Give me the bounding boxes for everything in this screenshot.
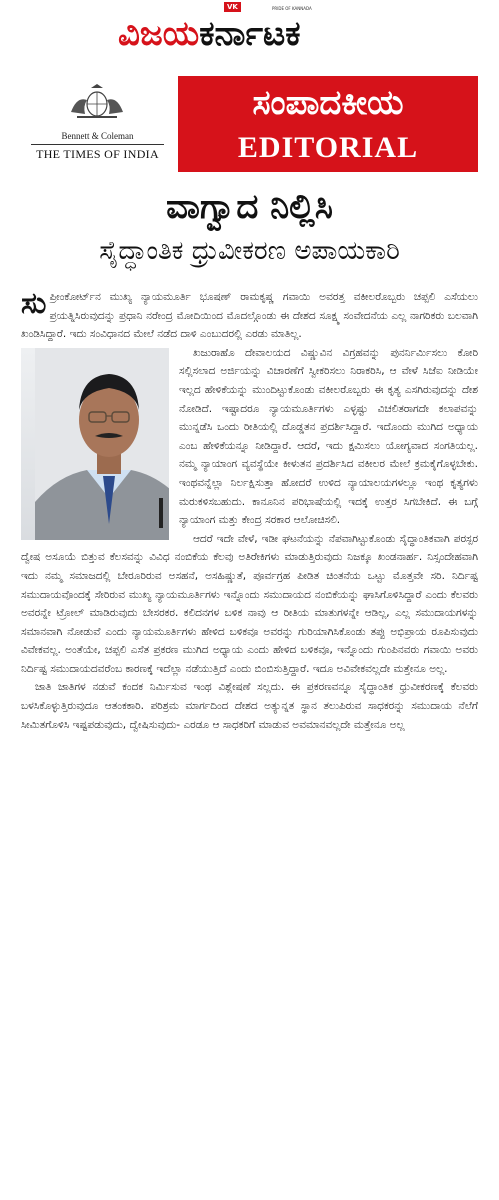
editorial-box (178, 76, 478, 172)
paragraph-2-text: ಖಜುರಾಹೊ ದೇವಾಲಯದ ವಿಷ್ಣುವಿನ ವಿಗ್ರಹವನ್ನು ಪುನರ್ನಿರ್ಮಿಸಲು ಕೋರಿ ಸಲ್ಲಿಸಲಾದ ಅರ್ಜಿಯನ್ನು ವಿಚಾರಣೆಗೆ ಸ್ವೀಕರಿಸಲು ನಿರಾಕರಿಸಿ, ಆ ವೇಳೆ ಸಿಜೆಐ ನೀಡಿಯೇ ಇಲ್ಲದ ಹೇಳಿಕೆಯನ್ನು ಮುಂದಿಟ್ಟುಕೊಂಡು ವಕೀಲರೊಬ್ಬರು ಈ ಕೃತ್ಯ ಎಸಗಿರುವುದನ್ನು ದೇಶ ನೋಡಿದೆ. ಇಷ್ಟಾದರೂ ನ್ಯಾಯಮೂರ್ತಿಗಳು ಎಳ್ಳಷ್ಟು ವಿಚಲಿತರಾಗದೇ ಕಲಾಪವನ್ನು ಮುನ್ನಡೆಸಿ ಒಂದು ರೀತಿಯಲ್ಲಿ ದೊಡ್ಡತನ ಪ್ರದರ್ಶಿಸಿದ್ದಾರೆ. ಇದೊಂದು ಮುಗಿದ ಅಧ್ಯಾಯ ಎಂಬ ಹೇಳಿಕೆಯನ್ನೂ ನೀಡಿದ್ದಾರೆ. ಆದರೆ, ಇದು ಕ್ಷಮಿಸಲು ಯೋಗ್ಯವಾದ ಸಂಗತಿಯಲ್ಲ. ನಮ್ಮ ನ್ಯಾಯಾಂಗ ವ್ಯವಸ್ಥೆಯೇ ಕೀಳುತನ ಪ್ರದರ್ಶಿಸಿದ ವಕೀಲರ ಮೇಲೆ ಕ್ರಮಕೈಗೊಳ್ಳಬೇಕು. ಇಂಥವನ್ನೆಲ್ಲಾ ನಿರ್ಲಕ್ಷಿಸುತ್ತಾ ಹೋದರೆ ಉಳಿದ ನ್ಯಾಯಾಲಯಗಳಲ್ಲೂ ಇಂಥ ಕೃತ್ಯಗಳು ಮರುಕಳಿಸಬಹುದು. ಕಾನೂನಿನ ಪರಿಭಾಷೆಯಲ್ಲಿ ಇದಕ್ಕೆ ಉತ್ತರ ಸಿಗಬೇಕಿದೆ. ಈ ಬಗ್ಗೆ ನ್ಯಾಯಾಂಗ ಮತ್ತು ಕೇಂದ್ರ ಸರಕಾರ ಆಲೋಚಿಸಲಿ. (179, 346, 478, 527)
masthead (0, 0, 499, 66)
portrait-illustration (35, 348, 169, 540)
section-title-kannada: ಸಂಪಾದಕೀಯ (252, 83, 404, 123)
paragraph-3: ಆದರೆ ಇದೇ ವೇಳೆ, ಇಡೀ ಘಟನೆಯನ್ನು ನೆಪವಾಗಿಟ್ಟುಕೊಂಡು ಸೈದ್ಧಾಂತಿಕವಾಗಿ ಪರಸ್ಪರ ದ್ವೇಷ ಅಸೂಯೆ ಬಿತ್ತುವ ಕೆಲಸವನ್ನು ವಿವಿಧ ನಂಬಿಕೆಯ ಕೆಲವು ಅತಿರೇಕಿಗಳು ಮಾಡುತ್ತಿರುವುದು ನಿಜಕ್ಕೂ ಖಂಡನಾರ್ಹ. ನಿಸ್ಸಂದೇಹವಾಗಿ ಇದು ನಮ್ಮ ಸಮಾಜದಲ್ಲಿ ಬೇರೂರಿರುವ ಅಸಹನೆ, ಅಸಹಿಷ್ಣುತೆ, ಪೂರ್ವಗ್ರಹ ಪೀಡಿತ ಚಿಂತನೆಯ ಒಟ್ಟು ಮೊತ್ತವೇ ಸರಿ. ನಿರ್ದಿಷ್ಟ ಸಮುದಾಯವೊಂದಕ್ಕೆ ಸೇರಿರುವ ಮುಖ್ಯ ನ್ಯಾಯಮೂರ್ತಿಗಳು ಇನ್ನೊಂದು ಸಮುದಾಯದ ನಂಬಿಕೆಯನ್ನು ಘಾಸಿಗೊಳಿಸಿದ್ದಾರೆ ಎಂದು ಕೆಲವರು ಅವರನ್ನೇ ಟ್ರೋಲ್‌ ಮಾಡಿರುವುದು ಬೇಸರಕರ. ಕಲಿದನಗಳ ಬಳಿಕ ನಾವು ಆ ರೀತಿಯ ಮಾತುಗಳನ್ನೇ ಆಡಿಲ್ಲ, ಎಲ್ಲ ಸಮುದಾಯಗಳನ್ನು ಸಮಾನವಾಗಿ ನೋಡುವೆ ಎಂದು ನ್ಯಾಯಮೂರ್ತಿಗಳು ಹೇಳಿದ ಬಳಿಕವೂ ಅವರನ್ನು ಗುರಿಯಾಗಿಸಿಕೊಂಡು ತಪ್ಪು ಅಭಿಪ್ರಾಯ ರೂಪಿಸುವುದು ವಿವೇಕವಲ್ಲ. ಅಂತೆಯೇ, ಚಪ್ಪಲಿ ಎಸೆತ ಪ್ರಕರಣ ಮುಗಿದ ಅಧ್ಯಾಯ ಎಂದು ಹೇಳಿದ ಬಳಿಕವೂ, ಇನ್ನೊಂದು ಗುಂಪಿನವರು ಗವಾಯಿ ಅವರು ನಿರ್ದಿಷ್ಟ ಸಮುದಾಯದವರೆಂಬ ಕಾರಣಕ್ಕೆ ಇದೆಲ್ಲಾ ನಡೆಯುತ್ತಿದೆ ಎಂದು ಬಿಂಬಿಸುತ್ತಿದ್ದಾರೆ. ಇದೂ ಅವಿವೇಕವಲ್ಲದೇ ಮತ್ತೇನೂ ಅಲ್ಲ. (21, 532, 478, 675)
paragraph-1-text: ಪ್ರೀಂಕೋರ್ಟ್‌ನ ಮುಖ್ಯ ನ್ಯಾಯಮೂರ್ತಿ ಭೂಷಣ್‌ ರಾಮಕೃಷ್ಣ ಗವಾಯಿ ಅವರತ್ತ ವಕೀಲರೊಬ್ಬರು ಚಪ್ಪಲಿ ಎಸೆಯಲು ಪ್ರಯತ್ನಿಸಿರುವುದನ್ನು ಪ್ರಧಾನಿ ನರೇಂದ್ರ ಮೋದಿಯಿಂದ ಮೊದಲ್ಗೊಂಡು ಈ ದೇಶದ ಸೂಕ್ಷ್ಮ ಸಂವೇದನೆಯ ಎಲ್ಲ ನಾಗರಿಕರು ಬಲವಾಗಿ ಖಂಡಿಸಿದ್ದಾರೆ. ಇದು ಸಂವಿಧಾನದ ಮೇಲೆ ನಡೆದ ದಾಳಿ ಎಂಬುದರಲ್ಲಿ ಎರಡು ಮಾತಿಲ್ಲ. (21, 291, 478, 341)
logo-part-vijaya: ವಿಜಯ (118, 14, 200, 54)
article-body (21, 288, 478, 734)
publisher-name: THE TIMES OF INDIA (36, 147, 159, 161)
headline: ವಾಗ್ವಾದ ನಿಲ್ಲಿಸಿ (166, 187, 333, 227)
toi-emblem-icon (67, 82, 127, 122)
masthead-tagline: PRIDE OF KANNADA (272, 6, 312, 11)
paragraph-4: ಜಾತಿ ಜಾತಿಗಳ ನಡುವೆ ಕಂದಕ ನಿರ್ಮಿಸುವ ಇಂಥ ವಿಶ್ಲೇಷಣೆ ಸಲ್ಲದು. ಈ ಪ್ರಕರಣವನ್ನೂ ಸೈದ್ಧಾಂತಿಕ ಧ್ರುವೀಕರಣಕ್ಕೆ ಕೆಲವರು ಬಳಸಿಕೊಳ್ಳುತ್ತಿರುವುದೂ ಆತಂಕಕಾರಿ. ಪರಿಶ್ರಮ ಮಾರ್ಗದಿಂದ ದೇಶದ ಅತ್ಯುನ್ನತ ಸ್ಥಾನ ತಲುಪಿರುವ ಸಾಧಕರನ್ನು ಸಮುದಾಯ ನೆಲೆಗೆ ಸೀಮಿತಗೊಳಿಸಿ ಇಷ್ಟಪಡುವುದು, ದ್ವೇಷಿಸುವುದು- ಎರಡೂ ಆ ಸಾಧಕರಿಗೆ ಮಾಡುವ ಅವಮಾನವಲ್ಲದೇ ಮತ್ತೇನೂ ಅಲ್ಲ (21, 681, 478, 731)
chief-justice-photo (21, 348, 169, 540)
section-title-english: EDITORIAL (237, 131, 419, 164)
times-of-india-box (21, 76, 174, 172)
publisher-divider (31, 144, 164, 145)
logo-part-karnataka: ಕರ್ನಾಟಕ (199, 14, 301, 54)
paragraph-2 (21, 344, 478, 530)
vk-badge: VK (224, 2, 241, 12)
paragraph-1 (21, 288, 478, 344)
publisher-line: Bennett & Coleman (61, 131, 134, 141)
section-header (21, 76, 478, 172)
subheadline: ಸೈದ್ಧಾಂತಿಕ ಧ್ರುವೀಕರಣ ಅಪಾಯಕಾರಿ (99, 236, 400, 266)
newspaper-logo (118, 12, 378, 56)
drop-cap: ಸು (21, 286, 47, 321)
